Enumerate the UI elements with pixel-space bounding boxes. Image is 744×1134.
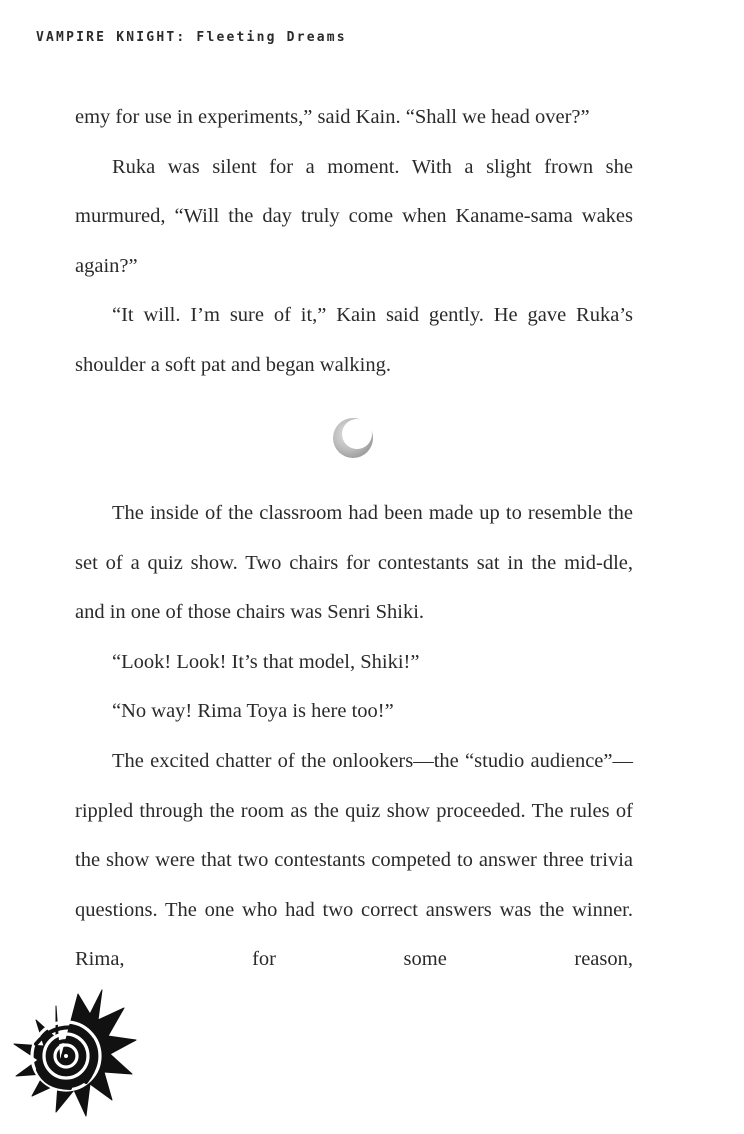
rose-ornament-icon [0, 984, 146, 1134]
text-section-1 [75, 93, 633, 391]
paragraph: The inside of the classroom had been made up to resemble the set of a quiz show. Two chairs for contestants sat in the mid-dle, and in one of those chairs was Senri Shiki. [75, 502, 633, 624]
paragraph: “It will. I’m sure of it,” Kain said gently. He gave Ruka’s shoulder a soft pat and began walking. [75, 304, 633, 376]
crescent-moon-icon [329, 414, 377, 462]
paragraph: The excited chatter of the onlookers—the “studio audience”—rippled through the room as the quiz show proceeded. The rules of the show were that two contestants competed to answer three trivia questions. The one who had two correct answers was the winner. Rima, for some reason, [75, 749, 633, 971]
text-section-2 [75, 489, 633, 985]
paragraph: “Look! Look! It’s that model, Shiki!” [112, 650, 420, 673]
paragraph: Ruka was silent for a moment. With a slight frown she murmured, “Will the day truly come when Kaname-sama wakes again?” [75, 155, 633, 277]
paragraph: emy for use in experiments,” said Kain. “Shall we head over?” [75, 106, 590, 128]
paragraph: “No way! Rima Toya is here too!” [112, 700, 394, 723]
running-head: VAMPIRE KNIGHT: Fleeting Dreams [36, 30, 347, 45]
